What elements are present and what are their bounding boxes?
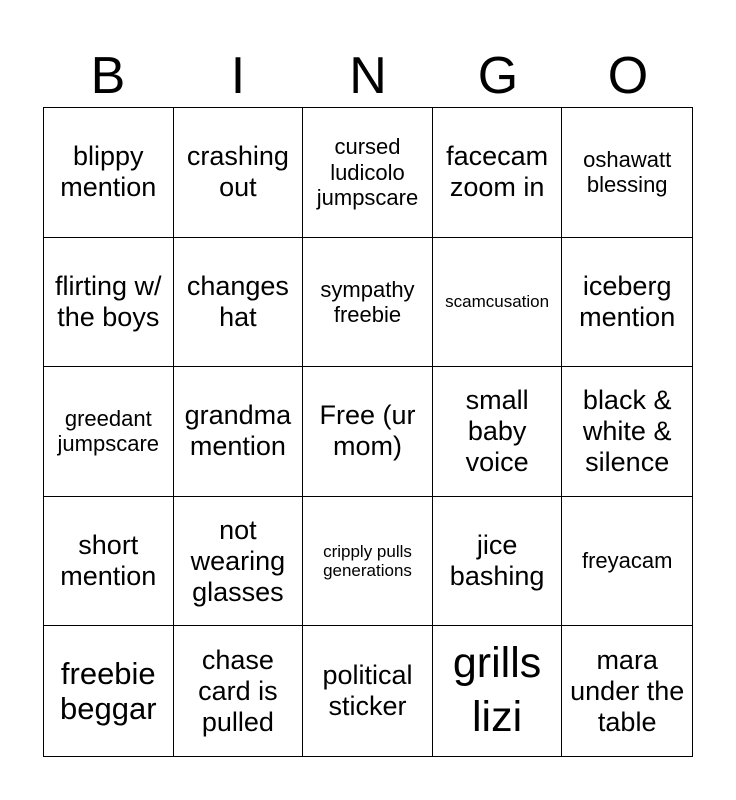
bingo-cell[interactable]: scamcusation xyxy=(433,238,563,368)
header-letter-g: G xyxy=(477,47,519,105)
header-letter-i: I xyxy=(230,47,246,105)
bingo-cell[interactable]: small baby voice xyxy=(433,367,563,497)
bingo-cell[interactable]: chase card is pulled xyxy=(174,626,304,756)
bingo-cell[interactable]: not wearing glasses xyxy=(174,497,304,627)
bingo-cell[interactable]: iceberg mention xyxy=(562,238,692,368)
bingo-board xyxy=(43,107,693,757)
bingo-cell[interactable]: political sticker xyxy=(303,626,433,756)
free-space-cell[interactable]: Free (ur mom) xyxy=(303,367,433,497)
bingo-cell[interactable]: flirting w/ the boys xyxy=(44,238,174,368)
bingo-cell[interactable]: short mention xyxy=(44,497,174,627)
bingo-cell[interactable]: changes hat xyxy=(174,238,304,368)
bingo-cell[interactable]: blippy mention xyxy=(44,108,174,238)
bingo-cell[interactable]: facecam zoom in xyxy=(433,108,563,238)
bingo-cell[interactable]: oshawatt blessing xyxy=(562,108,692,238)
bingo-cell[interactable]: freyacam xyxy=(562,497,692,627)
bingo-cell[interactable]: jice bashing xyxy=(433,497,563,627)
header-letter-b: B xyxy=(90,47,126,105)
bingo-cell[interactable]: black & white & silence xyxy=(562,367,692,497)
bingo-cell[interactable]: freebie beggar xyxy=(44,626,174,756)
bingo-header xyxy=(43,44,693,108)
header-letter-n: N xyxy=(349,47,387,105)
bingo-cell[interactable]: sympathy freebie xyxy=(303,238,433,368)
bingo-cell[interactable]: cripply pulls generations xyxy=(303,497,433,627)
bingo-cell[interactable]: grandma mention xyxy=(174,367,304,497)
bingo-cell[interactable]: crashing out xyxy=(174,108,304,238)
bingo-cell[interactable]: grills lizi xyxy=(433,626,563,756)
bingo-cell[interactable]: mara under the table xyxy=(570,644,685,737)
bingo-cell[interactable]: greedant jumpscare xyxy=(44,367,174,497)
bingo-cell[interactable]: cursed ludicolo jumpscare xyxy=(303,108,433,238)
header-letter-o: O xyxy=(607,47,649,105)
